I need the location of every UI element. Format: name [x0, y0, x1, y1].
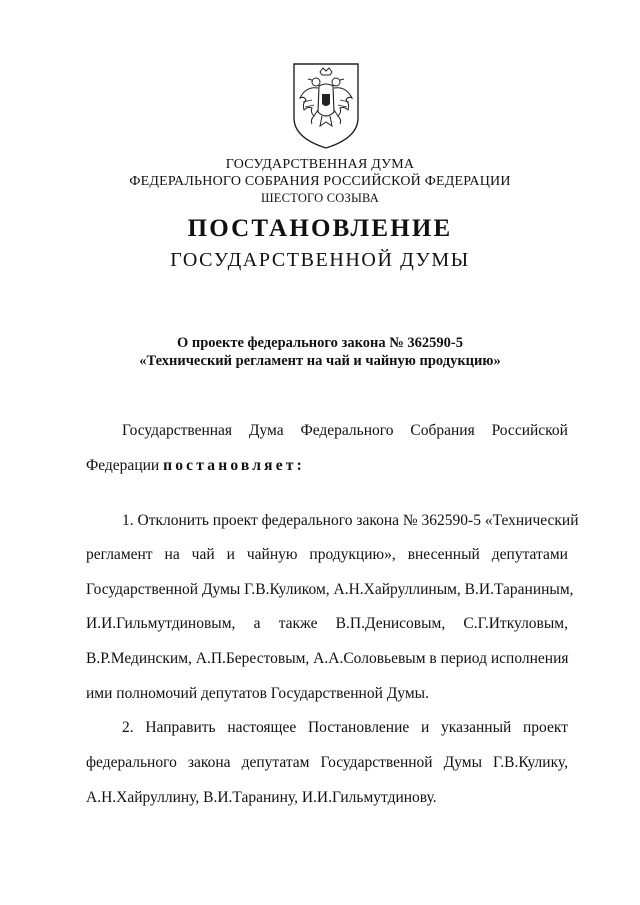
point2-word: Г.В.Кулику, — [493, 754, 568, 771]
org-name-line2: ФЕДЕРАЛЬНОГО СОБРАНИЯ РОССИЙСКОЙ ФЕДЕРАЦИИ — [129, 174, 511, 189]
org-name-line1: ГОСУДАРСТВЕННАЯ ДУМА — [225, 157, 415, 172]
point1-word: продукцию», — [309, 546, 396, 563]
point1-word: чай — [191, 546, 215, 563]
point1-word: чайную — [246, 546, 298, 563]
point1-word: также — [278, 615, 318, 632]
point1-word: С.Г.Иткуловым, — [463, 615, 568, 632]
preamble-line2 — [86, 456, 568, 476]
document-issuer: ГОСУДАРСТВЕННОЙ ДУМЫ — [170, 249, 470, 271]
subject-line2: «Технический регламент на чай и чайную продукцию» — [139, 353, 501, 369]
point2-word: проект — [523, 719, 568, 736]
convocation-line: ШЕСТОГО СОЗЫВА — [260, 191, 380, 205]
preamble-word: Собрания — [410, 422, 475, 439]
document-type-title: ПОСТАНОВЛЕНИЕ — [187, 215, 453, 242]
point1-word: и — [226, 546, 235, 563]
point1-line1: 1. Отклонить проект федерального закона № 362590-5 «Технический — [122, 512, 579, 529]
point2-word: депутатам — [241, 754, 310, 771]
point1-word: И.И.Гильмутдиновым, — [86, 615, 236, 632]
point2-word: закона — [187, 754, 231, 771]
point2-word: федерального — [86, 754, 177, 771]
point2-word: настоящее — [227, 719, 297, 736]
preamble-text: Федерации — [86, 457, 164, 474]
preamble-line1 — [122, 421, 568, 441]
preamble-word: Российской — [491, 422, 568, 439]
point2-word: и — [421, 719, 430, 736]
point2-word: Думы — [443, 754, 482, 771]
point1-word: В.П.Денисовым, — [335, 615, 446, 632]
point1-line5: В.Р.Мединским, А.П.Берестовым, А.А.Соловьевым в период исполнения — [86, 650, 569, 667]
point1-line3: Государственной Думы Г.В.Куликом, А.Н.Хайруллиным, В.И.Тараниным, — [86, 581, 574, 598]
point2-line1 — [122, 718, 568, 738]
point2-word: указанный — [441, 719, 512, 736]
point2-line3: А.Н.Хайруллину, В.И.Таранину, И.И.Гильмутдинову. — [86, 789, 437, 806]
point1-line4 — [86, 614, 568, 634]
preamble-word: Дума — [248, 422, 284, 439]
point2-word: Постановление — [307, 719, 410, 736]
subject-line1: О проекте федерального закона № 362590-5 — [176, 335, 464, 351]
point2-word: Государственной — [320, 754, 433, 771]
point1-line6: ими полномочий депутатов Государственной Думы. — [86, 685, 429, 702]
point2-word: 2. — [122, 719, 134, 736]
russian-coat-of-arms-icon — [290, 60, 362, 150]
point1-word: регламент — [86, 546, 153, 563]
point1-word: внесенный — [407, 546, 480, 563]
preamble-word: Федерального — [300, 422, 394, 439]
point1-line2 — [86, 545, 568, 565]
point1-word: а — [253, 615, 261, 632]
point2-word: Направить — [145, 719, 216, 736]
point2-line2 — [86, 753, 568, 773]
decree-word: постановляет: — [163, 457, 305, 474]
point1-word: на — [164, 546, 180, 563]
preamble-word: Государственная — [122, 422, 233, 439]
point1-word: депутатами — [491, 546, 568, 563]
